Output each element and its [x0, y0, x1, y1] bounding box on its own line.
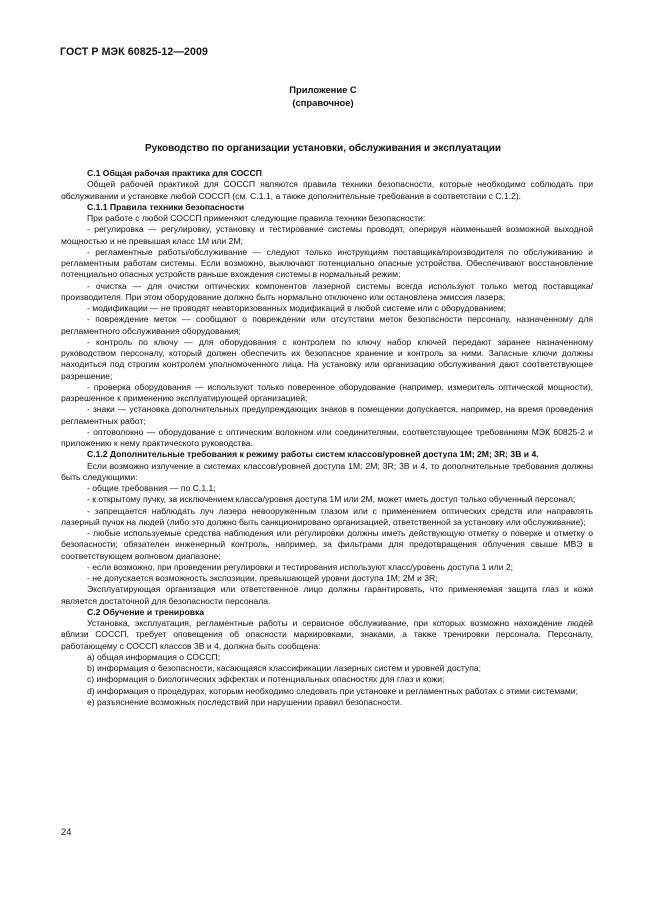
paragraph: - к открытому пучку, за исключением класса/уровня доступа 1М или 2М, может иметь доступ только обученный персонал;	[87, 494, 576, 505]
annex-label: Приложение С	[289, 84, 357, 95]
paragraph: - контроль по ключу — для оборудования с контролем по ключу набор ключей передают заранее назначенному руководством персоналу, который должен обеспечить их безопасное хранение и контроль за ними. Запасные ключи должны находиться под строгим контролем уполномоченного лица. На установку или организацию обслуживания дают соответствующее разрешение;	[61, 336, 593, 381]
page-number: 24	[61, 826, 72, 837]
paragraph: - общие требования — по С.1.1;	[87, 483, 216, 493]
paragraph: - повреждение меток — сообщают о повреждении или отсутствии меток безопасности персоналу, назначенному для регламентного обслуживания оборудования;	[61, 314, 593, 336]
paragraph: - регламентные работы/обслуживание — следуют только инструкциям поставщика/производителя по обслуживанию и регламентным работам системы. Если возможно, выключают потенциально опасные устройства. Обеспечивают восстановление потенциально опасных устройств раньше вхождения системы в нормальный режим;	[61, 246, 593, 280]
paragraph: - модификации — не проводят неавторизованных модификаций в любой системе или с оборудованием;	[87, 303, 507, 313]
paragraph: - очистка — для очистки оптических компонентов лазерной системы всегда используют только метод поставщика/производителя. При этом оборудование должно быть нормально отключено или остановлена эмиссия лазера;	[61, 280, 593, 302]
section-heading: С.1.1 Правила техники безопасности	[87, 201, 245, 212]
annex-type: (справочное)	[292, 96, 354, 108]
standard-header: ГОСТ Р МЭК 60825-12—2009	[60, 46, 209, 58]
document-title: Руководство по организации установки, обслуживания и эксплуатации	[144, 143, 502, 154]
annex-heading	[0, 84, 646, 109]
section-heading: С.1 Общая рабочая практика для СОССП	[87, 168, 262, 178]
paragraph: а) общая информация о СОССП;	[87, 651, 221, 662]
paragraph: Если возможно излучение в системах классов/уровней доступа 1М; 2М; 3R; 3В и 4, то дополнительные требования должны быть следующими:	[61, 460, 593, 482]
paragraph: - проверка оборудования — используют только поверенное оборудование (например, измеритель оптической мощности), разрешенное к применению эксплуатирующей организацией;	[61, 381, 593, 403]
paragraph: - если возможно, при проведении регулировки и тестирования используют класс/уровень доступа 1 или 2;	[87, 561, 513, 572]
paragraph: - любые используемые средства наблюдения или регулировки должны иметь действующую отметку о поверке и отметку о безопасности; обязателен инженерный контроль, например, за фильтрами для предотвращения облучения свыше МВЭ в соответствующем волновом диапазоне;	[61, 528, 593, 561]
document-body	[61, 168, 593, 708]
paragraph: - запрещается наблюдать луч лазера невооруженным глазом или с применением оптических средств или направлять лазерный пучок на людей (либо это должно быть санкционировано организацией, ответственной за установку или обслуживание);	[61, 505, 593, 527]
paragraph: Установка, эксплуатация, регламентные работы и сервисное обслуживание, при которых возможно нахождение людей вблизи СОССП, требует оповещения об опасности маркировками, знаками, а также тренировки персонала. Персоналу, работающему с СОССП классов 3В и 4, должна быть сообщена:	[61, 618, 593, 651]
paragraph: е) разъяснение возможных последствий при нарушении правил безопасности.	[87, 696, 403, 707]
paragraph: Общей рабочей практикой для СОССП являются правила техники безопасности, которые необходимо соблюдать при обслуживании и установке любой СОССП (см. С.1.1, а также дополнительные требования в соответствии с С.1.2).	[61, 179, 593, 201]
paragraph: c) информация о биологических эффектах и потенциальных опасностях для глаз и кожи;	[87, 674, 445, 685]
paragraph: При работе с любой СОССП применяют следующие правила техники безопасности:	[87, 213, 426, 223]
paragraph: - оптоволокно — оборудование с оптическим волокном или соединителями, соответствующее требованиям МЭК 60825-2 и приложению к нему практического руководства.	[61, 426, 593, 448]
paragraph: d) информация о процедурах, которым необходимо следовать при установке и регламентных работах с этими системами;	[87, 685, 578, 696]
paragraph: - знаки — установка дополнительных предупреждающих знаков в помещении допускается, например, на время проведения регламентных работ;	[61, 404, 593, 426]
paragraph: b) информация о безопасности, касающаяся классификации лазерных систем и уровней доступа;	[87, 663, 482, 673]
paragraph: Эксплуатирующая организация или ответственное лицо должны гарантировать, что применяемая защита глаз и кожи является достаточной для безопасности персонала.	[61, 584, 593, 606]
paragraph: - регулировка — регулировку, установку и тестирование системы проводят, оперируя наименьшей возможной выходной мощностью и не превышая класс 1М или 2М;	[61, 224, 593, 246]
section-heading: С.1.2 Дополнительные требования к режиму работы систем классов/уровней доступа 1М; 2М; 3R; 3В и 4.	[87, 449, 539, 460]
paragraph: - не допускается возможность экспозиции, превышающей уровни доступа 1М; 2М и 3R;	[87, 573, 438, 583]
section-heading: С.2 Обучение и тренировка	[87, 606, 205, 617]
